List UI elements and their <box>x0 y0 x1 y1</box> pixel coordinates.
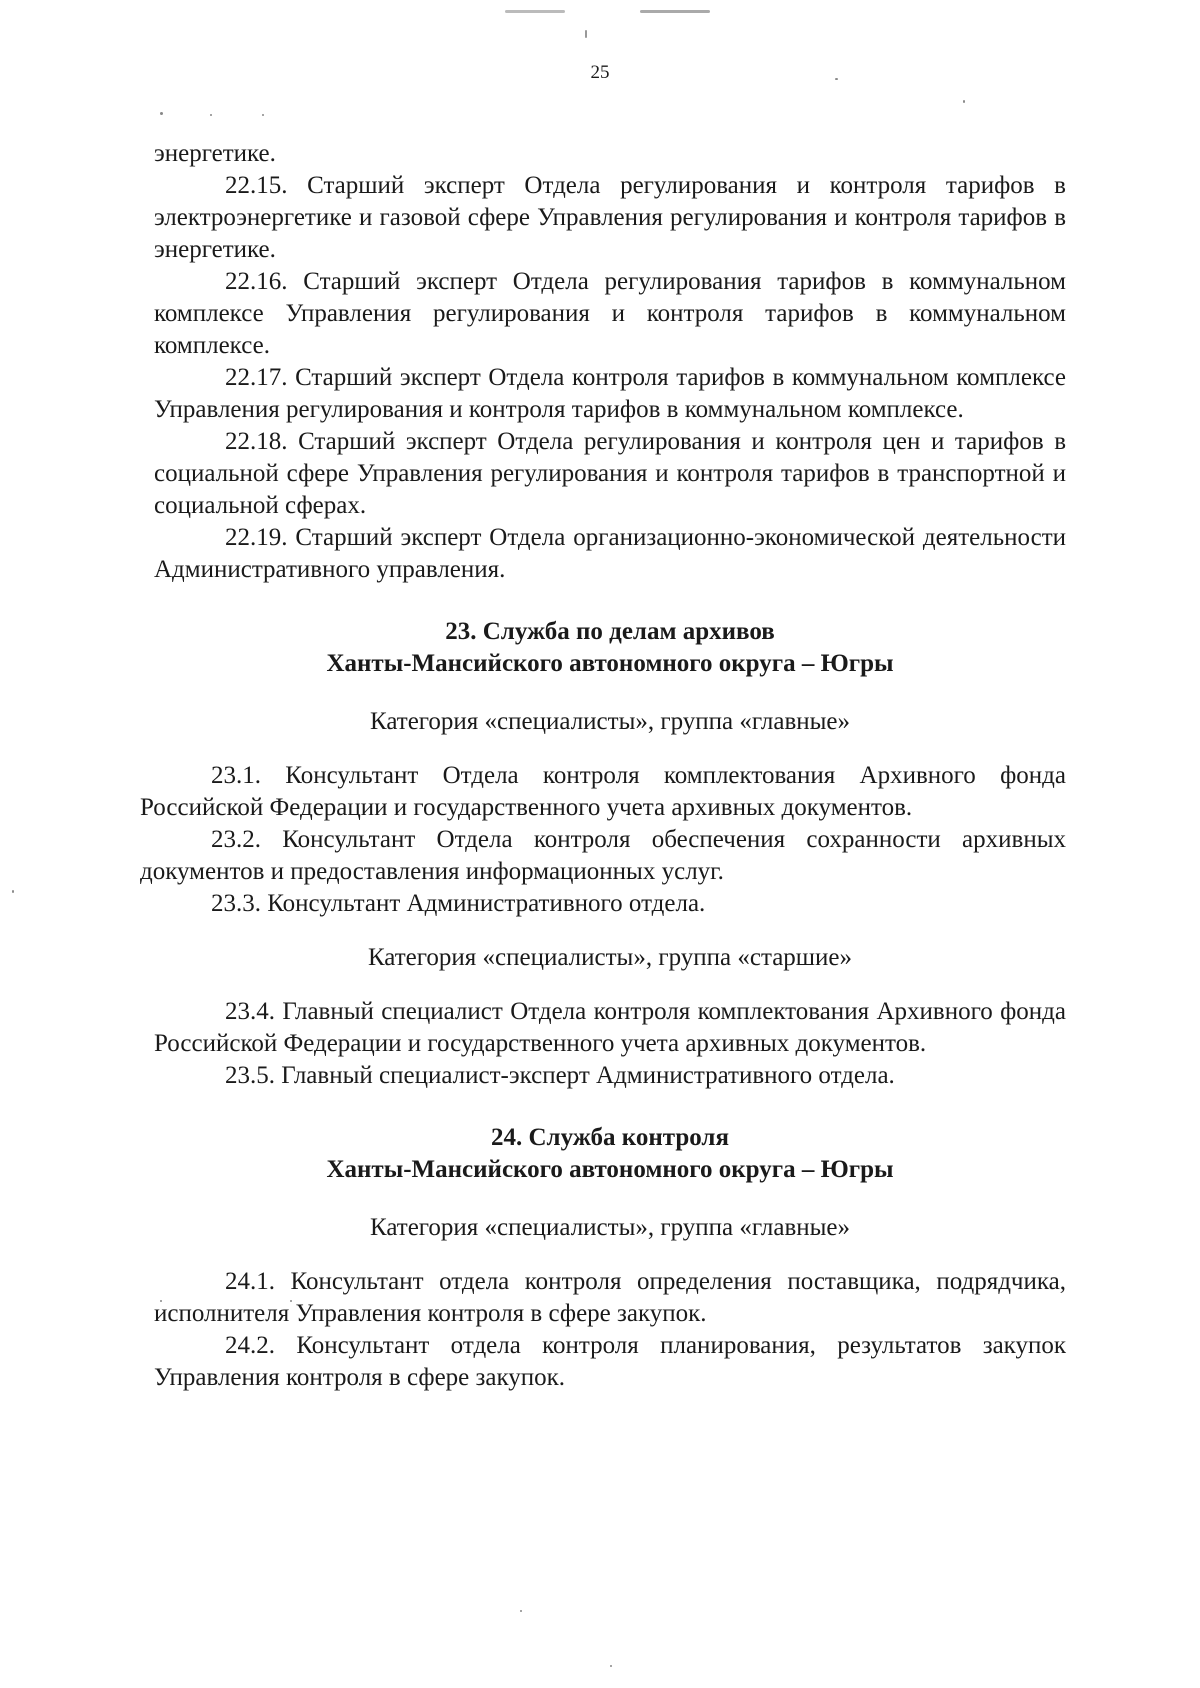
list-item: 23.3. Консультант Административного отдела. <box>211 890 706 917</box>
paragraph-continuation: энергетике. <box>154 140 276 167</box>
category-heading: Категория «специалисты», группа «главные» <box>369 1214 851 1241</box>
list-item: 23.5. Главный специалист-эксперт Административного отдела. <box>225 1062 895 1089</box>
list-item: 24.1. Консультант отдела контроля определения поставщика, подрядчика, исполнителя Управления контроля в сфере закупок. <box>154 1268 1066 1327</box>
section-subtitle: Ханты-Мансийского автономного округа – Югры <box>326 650 894 677</box>
list-item: 23.4. Главный специалист Отдела контроля комплектования Архивного фонда Российской Федерации и государственного учета архивных документов. <box>154 998 1066 1057</box>
list-item: 22.15. Старший эксперт Отдела регулирования и контроля тарифов в электроэнергетике и газовой сфере Управления регулирования и контроля тарифов в энергетике. <box>154 172 1066 263</box>
scan-speck <box>610 1665 612 1667</box>
scan-speck <box>520 1610 522 1612</box>
page-number: 25 <box>590 62 610 83</box>
scan-speck <box>12 890 14 893</box>
section-title: 23. Служба по делам архивов <box>445 618 775 645</box>
list-item: 24.2. Консультант отдела контроля планирования, результатов закупок Управления контроля в сфере закупок. <box>154 1332 1066 1391</box>
item-group <box>140 760 1066 920</box>
scan-speck <box>963 100 965 103</box>
category-heading: Категория «специалисты», группа «главные» <box>369 708 851 735</box>
list-item: 23.2. Консультант Отдела контроля обеспечения сохранности архивных документов и предоставления информационных услуг. <box>140 826 1066 885</box>
scan-speck <box>262 114 264 116</box>
category-heading: Категория «специалисты», группа «старшие» <box>367 944 853 971</box>
list-item: 22.19. Старший эксперт Отдела организационно-экономической деятельности Административного управления. <box>154 524 1066 583</box>
document-body <box>140 138 1066 1394</box>
scan-speck <box>160 112 163 115</box>
section-title: 24. Служба контроля <box>491 1124 729 1151</box>
scan-speck <box>585 30 587 38</box>
scan-speck <box>640 10 710 13</box>
scan-speck <box>505 10 565 13</box>
list-item: 22.17. Старший эксперт Отдела контроля тарифов в коммунальном комплексе Управления регулирования и контроля тарифов в коммунальном комплексе. <box>154 364 1066 423</box>
scan-speck <box>210 114 212 116</box>
list-item: 22.18. Старший эксперт Отдела регулирования и контроля цен и тарифов в социальной сфере Управления регулирования и контроля тарифов в транспортной и социальной сферах. <box>154 428 1066 519</box>
list-item: 22.16. Старший эксперт Отдела регулирования тарифов в коммунальном комплексе Управления регулирования и контроля тарифов в коммунальном комплексе. <box>154 268 1066 359</box>
list-item: 23.1. Консультант Отдела контроля комплектования Архивного фонда Российской Федерации и государственного учета архивных документов. <box>140 762 1066 821</box>
section-subtitle: Ханты-Мансийского автономного округа – Югры <box>326 1156 894 1183</box>
